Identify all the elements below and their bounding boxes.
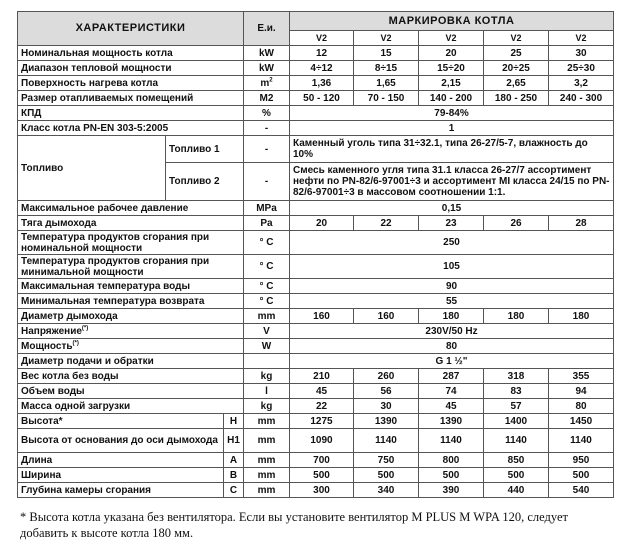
row-value: 90 bbox=[290, 279, 614, 294]
table-row bbox=[18, 309, 614, 324]
dimension-row bbox=[18, 453, 614, 468]
row-unit: M2 bbox=[244, 91, 290, 106]
row-unit: V bbox=[244, 324, 290, 339]
row-value: 318 bbox=[484, 369, 549, 384]
row-unit: l bbox=[244, 384, 290, 399]
dimension-value: 1390 bbox=[419, 414, 484, 429]
table-row bbox=[18, 399, 614, 414]
row-value: 15 bbox=[354, 46, 419, 61]
row-value: 210 bbox=[290, 369, 354, 384]
dimension-symbol: C bbox=[224, 483, 244, 498]
table-row bbox=[18, 339, 614, 354]
row-name: Номинальная мощность котла bbox=[18, 46, 244, 61]
dimension-value: 700 bbox=[290, 453, 354, 468]
row-unit: W bbox=[244, 339, 290, 354]
dimension-row bbox=[18, 468, 614, 483]
row-value: 180 - 250 bbox=[484, 91, 549, 106]
dimension-value: 1090 bbox=[290, 429, 354, 453]
row-value: 287 bbox=[419, 369, 484, 384]
row-name: Температура продуктов сгорания при минимальной мощности bbox=[18, 255, 244, 279]
dimension-value: 500 bbox=[354, 468, 419, 483]
row-value: 1 bbox=[290, 121, 614, 136]
row-value: 45 bbox=[419, 399, 484, 414]
dimension-unit: mm bbox=[244, 453, 290, 468]
dimension-name: Высота от основания до оси дымохода bbox=[18, 429, 224, 453]
row-value: 70 - 150 bbox=[354, 91, 419, 106]
row-value: 25 bbox=[484, 46, 549, 61]
variant-label: V2 bbox=[549, 31, 614, 46]
row-value: 250 bbox=[290, 231, 614, 255]
fuel2-value: Смесь каменного угля типа 31.1 класса 26-27/7 ассортимент нефти по PN-82/6-97001÷3 и ассортимент MI класса 24/15 по PN-82/6-97001÷3 в массовом соотношении 1:1. bbox=[290, 163, 614, 201]
row-name: Напряжение(*) bbox=[18, 324, 244, 339]
dimension-value: 300 bbox=[290, 483, 354, 498]
variant-label: V2 bbox=[354, 31, 419, 46]
header-row bbox=[18, 12, 614, 31]
dimension-value: 950 bbox=[549, 453, 614, 468]
dimension-name: Высота* bbox=[18, 414, 224, 429]
row-value: 94 bbox=[549, 384, 614, 399]
row-value: 57 bbox=[484, 399, 549, 414]
row-unit: kg bbox=[244, 369, 290, 384]
dimension-name: Глубина камеры сгорания bbox=[18, 483, 224, 498]
dimension-value: 500 bbox=[290, 468, 354, 483]
fuel-label: Топливо bbox=[18, 136, 166, 201]
row-value: 83 bbox=[484, 384, 549, 399]
table-row bbox=[18, 231, 614, 255]
dimension-row bbox=[18, 429, 614, 453]
row-unit: kW bbox=[244, 46, 290, 61]
row-value: 74 bbox=[419, 384, 484, 399]
dimension-unit: mm bbox=[244, 414, 290, 429]
dimension-row bbox=[18, 414, 614, 429]
row-value: 23 bbox=[419, 216, 484, 231]
row-name: Вес котла без воды bbox=[18, 369, 244, 384]
row-value: 30 bbox=[354, 399, 419, 414]
row-unit: mm bbox=[244, 309, 290, 324]
row-value: 180 bbox=[484, 309, 549, 324]
row-value: 240 - 300 bbox=[549, 91, 614, 106]
row-unit: ° C bbox=[244, 255, 290, 279]
dimension-value: 1390 bbox=[354, 414, 419, 429]
row-value: 3,2 bbox=[549, 76, 614, 91]
row-value: 22 bbox=[354, 216, 419, 231]
row-name: Диаметр дымохода bbox=[18, 309, 244, 324]
table-row bbox=[18, 106, 614, 121]
row-unit: ° C bbox=[244, 231, 290, 255]
dimension-value: 500 bbox=[549, 468, 614, 483]
dimension-symbol: B bbox=[224, 468, 244, 483]
dimension-value: 1140 bbox=[354, 429, 419, 453]
dimension-value: 1140 bbox=[549, 429, 614, 453]
dimension-symbol: H bbox=[224, 414, 244, 429]
variant-label: V2 bbox=[484, 31, 549, 46]
table-row bbox=[18, 384, 614, 399]
dimension-row bbox=[18, 483, 614, 498]
dimension-unit: mm bbox=[244, 483, 290, 498]
row-name: Объем воды bbox=[18, 384, 244, 399]
row-value: 20÷25 bbox=[484, 61, 549, 76]
dimension-value: 390 bbox=[419, 483, 484, 498]
row-unit: - bbox=[244, 121, 290, 136]
table-row bbox=[18, 201, 614, 216]
dimension-value: 540 bbox=[549, 483, 614, 498]
row-value: 2,15 bbox=[419, 76, 484, 91]
fuel2-unit: - bbox=[244, 163, 290, 201]
dimension-value: 500 bbox=[484, 468, 549, 483]
table-row bbox=[18, 121, 614, 136]
row-value: 105 bbox=[290, 255, 614, 279]
row-value: 25÷30 bbox=[549, 61, 614, 76]
dimension-value: 1140 bbox=[419, 429, 484, 453]
row-value: 4÷12 bbox=[290, 61, 354, 76]
row-value: 140 - 200 bbox=[419, 91, 484, 106]
table-row bbox=[18, 61, 614, 76]
header-unit: Е.и. bbox=[244, 12, 290, 46]
dimension-value: 500 bbox=[419, 468, 484, 483]
row-value: 50 - 120 bbox=[290, 91, 354, 106]
fuel2-label: Топливо 2 bbox=[166, 163, 244, 201]
row-value: 160 bbox=[354, 309, 419, 324]
row-name: Класс котла PN-EN 303-5:2005 bbox=[18, 121, 244, 136]
row-value: 260 bbox=[354, 369, 419, 384]
row-value: 80 bbox=[549, 399, 614, 414]
row-value: 355 bbox=[549, 369, 614, 384]
row-name: Поверхность нагрева котла bbox=[18, 76, 244, 91]
row-name: Максимальное рабочее давление bbox=[18, 201, 244, 216]
row-unit: ° C bbox=[244, 294, 290, 309]
row-name: Максимальная температура воды bbox=[18, 279, 244, 294]
row-value: 56 bbox=[354, 384, 419, 399]
row-value: 12 bbox=[290, 46, 354, 61]
table-row bbox=[18, 46, 614, 61]
header-boiler-marking: МАРКИРОВКА КОТЛА bbox=[290, 12, 614, 31]
table-row bbox=[18, 216, 614, 231]
row-value: 180 bbox=[549, 309, 614, 324]
row-unit: Pa bbox=[244, 216, 290, 231]
table-row bbox=[18, 279, 614, 294]
dimension-value: 750 bbox=[354, 453, 419, 468]
row-value: 26 bbox=[484, 216, 549, 231]
row-value: 1,36 bbox=[290, 76, 354, 91]
variant-label: V2 bbox=[419, 31, 484, 46]
height-footnote: * Высота котла указана без вентилятора. Если вы установите вентилятор M PLUS M WPA 120, следует добавить к высоте котла 180 мм. bbox=[20, 510, 568, 540]
table-row bbox=[18, 255, 614, 279]
row-value: 180 bbox=[419, 309, 484, 324]
row-value: 45 bbox=[290, 384, 354, 399]
row-value: 55 bbox=[290, 294, 614, 309]
row-value: 0,15 bbox=[290, 201, 614, 216]
row-unit bbox=[244, 354, 290, 369]
row-value: 8÷15 bbox=[354, 61, 419, 76]
row-name: Размер отапливаемых помещений bbox=[18, 91, 244, 106]
row-value: 230V/50 Hz bbox=[290, 324, 614, 339]
row-unit: MPa bbox=[244, 201, 290, 216]
row-unit: ° C bbox=[244, 279, 290, 294]
fuel-row-1 bbox=[18, 136, 614, 163]
dimension-symbol: H1 bbox=[224, 429, 244, 453]
row-value: 80 bbox=[290, 339, 614, 354]
row-value: 160 bbox=[290, 309, 354, 324]
variant-label: V2 bbox=[290, 31, 354, 46]
row-value: 28 bbox=[549, 216, 614, 231]
dimension-unit: mm bbox=[244, 429, 290, 453]
row-name: Тяга дымохода bbox=[18, 216, 244, 231]
row-name: Минимальная температура возврата bbox=[18, 294, 244, 309]
row-value: 22 bbox=[290, 399, 354, 414]
row-name: Диапазон тепловой мощности bbox=[18, 61, 244, 76]
row-value: 30 bbox=[549, 46, 614, 61]
dimension-value: 800 bbox=[419, 453, 484, 468]
table-row bbox=[18, 324, 614, 339]
dimension-symbol: A bbox=[224, 453, 244, 468]
table-row bbox=[18, 294, 614, 309]
dimension-unit: mm bbox=[244, 468, 290, 483]
boiler-spec-table bbox=[17, 11, 614, 498]
row-value: 2,65 bbox=[484, 76, 549, 91]
table-row bbox=[18, 91, 614, 106]
row-unit: kW bbox=[244, 61, 290, 76]
row-value: 15÷20 bbox=[419, 61, 484, 76]
row-value: G 1 ½" bbox=[290, 354, 614, 369]
row-unit: $m^2$ bbox=[244, 76, 290, 91]
fuel1-unit: - bbox=[244, 136, 290, 163]
row-name: Диаметр подачи и обратки bbox=[18, 354, 244, 369]
dimension-value: 1400 bbox=[484, 414, 549, 429]
row-name: Масса одной загрузки bbox=[18, 399, 244, 414]
dimension-value: 1450 bbox=[549, 414, 614, 429]
table-row bbox=[18, 354, 614, 369]
table-row bbox=[18, 369, 614, 384]
row-value: 79-84% bbox=[290, 106, 614, 121]
dimension-name: Длина bbox=[18, 453, 224, 468]
row-unit: kg bbox=[244, 399, 290, 414]
dimension-value: 340 bbox=[354, 483, 419, 498]
row-value: 20 bbox=[290, 216, 354, 231]
dimension-name: Ширина bbox=[18, 468, 224, 483]
dimension-value: 850 bbox=[484, 453, 549, 468]
fuel1-value: Каменный уголь типа 31÷32.1, типа 26-27/5-7, влажность до 10% bbox=[290, 136, 614, 163]
table-row bbox=[18, 76, 614, 91]
dimension-value: 1140 bbox=[484, 429, 549, 453]
row-value: 1,65 bbox=[354, 76, 419, 91]
row-unit: % bbox=[244, 106, 290, 121]
row-name: Мощность(*) bbox=[18, 339, 244, 354]
row-name: КПД bbox=[18, 106, 244, 121]
row-name: Температура продуктов сгорания при номинальной мощности bbox=[18, 231, 244, 255]
fuel1-label: Топливо 1 bbox=[166, 136, 244, 163]
header-characteristics: ХАРАКТЕРИСТИКИ bbox=[18, 12, 244, 46]
row-value: 20 bbox=[419, 46, 484, 61]
dimension-value: 1275 bbox=[290, 414, 354, 429]
dimension-value: 440 bbox=[484, 483, 549, 498]
